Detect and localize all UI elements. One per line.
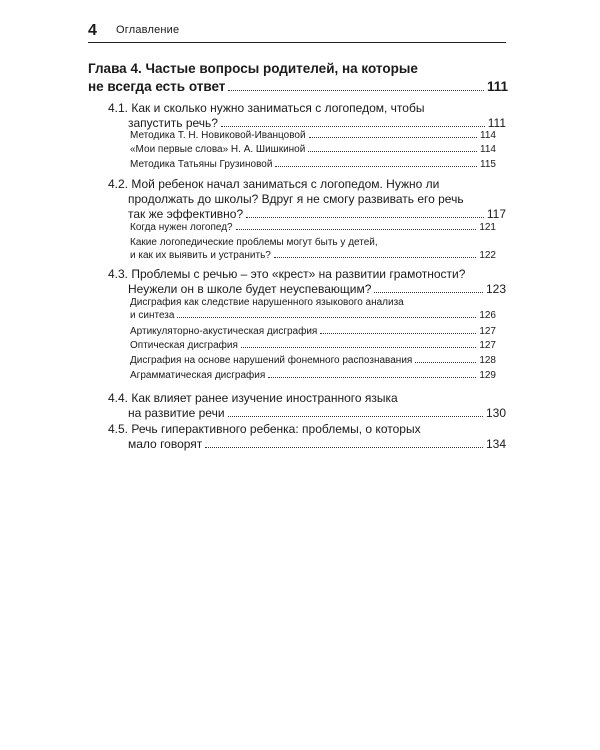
toc-page-number: 111: [487, 116, 506, 130]
toc-entry-text: продолжать до школы? Вдруг я не смогу развивать его речь: [128, 192, 464, 206]
toc-section-4-3[interactable]: [108, 268, 506, 295]
toc-page-number: 114: [480, 144, 496, 155]
toc-entry-text: не всегда есть ответ: [88, 78, 226, 94]
toc-entry-text: Глава 4. Частые вопросы родителей, на которые: [88, 61, 418, 76]
toc-subsection-optical[interactable]: [130, 341, 496, 351]
toc-page-number: 126: [479, 310, 496, 321]
dot-leader: [228, 90, 484, 91]
toc-entry-text: Дисграфия на основе нарушений фонемного распознавания: [130, 355, 413, 366]
dot-leader: [177, 317, 476, 318]
toc-page-number: 121: [479, 222, 496, 233]
dot-leader: [320, 333, 476, 334]
toc-section-4-4[interactable]: [108, 392, 506, 419]
toc-subsection-articulatory[interactable]: [130, 327, 496, 337]
toc-entry-text: Артикуляторно-акустическая дисграфия: [130, 326, 318, 337]
toc-entry-text: Методика Татьяны Грузиновой: [130, 159, 273, 170]
toc-page-number: 122: [479, 250, 496, 261]
toc-page-number: 123: [485, 282, 506, 296]
toc-entry-text: и как их выявить и устранить?: [130, 250, 271, 261]
toc-subsection-when-speech-therapist[interactable]: [130, 223, 496, 233]
toc-page-number: 111: [486, 78, 508, 94]
toc-page-number: 127: [479, 340, 496, 351]
toc-entry-text: 4.2. Мой ребенок начал заниматься с логопедом. Нужно ли: [108, 177, 440, 191]
toc-entry-text: «Мои первые слова» Н. А. Шишкиной: [130, 144, 306, 155]
dot-leader: [236, 229, 477, 230]
toc-chapter-4[interactable]: [88, 62, 508, 93]
toc-entry-text: так же эффективно?: [128, 207, 244, 221]
toc-page-number: 128: [479, 355, 496, 366]
toc-page-number: 129: [479, 370, 496, 381]
toc-section-4-1[interactable]: [108, 102, 506, 129]
toc-subsection-phonemic[interactable]: [130, 356, 496, 366]
toc-entry-text: 4.1. Как и сколько нужно заниматься с логопедом, чтобы: [108, 101, 425, 115]
toc-entry-text: на развитие речи: [128, 406, 225, 420]
toc-entry-text: 4.4. Как влияет ранее изучение иностранного языка: [108, 391, 398, 405]
dot-leader: [241, 347, 476, 348]
toc-page-number: 117: [486, 207, 506, 221]
dot-leader: [268, 377, 476, 378]
dot-leader: [309, 137, 477, 138]
toc-subsection-speech-problems[interactable]: [130, 238, 496, 261]
toc-subsection-gruzinova[interactable]: [130, 160, 496, 170]
toc-entry-text: Дисграфия как следствие нарушенного языкового анализа: [130, 297, 404, 308]
dot-leader: [308, 151, 477, 152]
dot-leader: [221, 126, 485, 127]
toc-entry-text: Аграмматическая дисграфия: [130, 370, 266, 381]
page-number: 4: [88, 22, 97, 39]
toc-entry-text: мало говорят: [128, 437, 203, 451]
toc-section-4-5[interactable]: [108, 423, 506, 450]
toc-entry-text: Оптическая дисграфия: [130, 340, 238, 351]
dot-leader: [274, 257, 476, 258]
toc-entry-text: Какие логопедические проблемы могут быть у детей,: [130, 237, 378, 248]
running-title: Оглавление: [116, 24, 180, 36]
toc-page-number: 134: [485, 437, 506, 451]
toc-page-number: 127: [479, 326, 496, 337]
toc-section-4-2[interactable]: [108, 178, 506, 220]
toc-entry-text: Неужели он в школе будет неуспевающим?: [128, 282, 372, 296]
toc-entry-text: запустить речь?: [128, 116, 218, 130]
toc-subsection-language-analysis[interactable]: [130, 298, 496, 321]
dot-leader: [246, 217, 484, 218]
toc-entry-text: 4.3. Проблемы с речью – это «крест» на развитии грамотности?: [108, 267, 466, 281]
dot-leader: [374, 292, 483, 293]
dot-leader: [415, 362, 476, 363]
toc-page-number: 114: [480, 130, 496, 141]
toc-entry-text: 4.5. Речь гиперактивного ребенка: проблемы, о которых: [108, 422, 421, 436]
toc-subsection-novikova[interactable]: [130, 131, 496, 141]
toc-page-number: 130: [485, 406, 506, 420]
dot-leader: [205, 447, 483, 448]
toc-subsection-shishkina[interactable]: [130, 145, 496, 155]
toc-entry-text: Методика Т. Н. Новиковой-Иванцовой: [130, 130, 306, 141]
toc-entry-text: и синтеза: [130, 310, 175, 321]
dot-leader: [228, 416, 483, 417]
toc-page-number: 115: [480, 159, 496, 170]
dot-leader: [275, 166, 477, 167]
toc-entry-text: Когда нужен логопед?: [130, 222, 233, 233]
toc-subsection-agrammatic[interactable]: [130, 371, 496, 381]
